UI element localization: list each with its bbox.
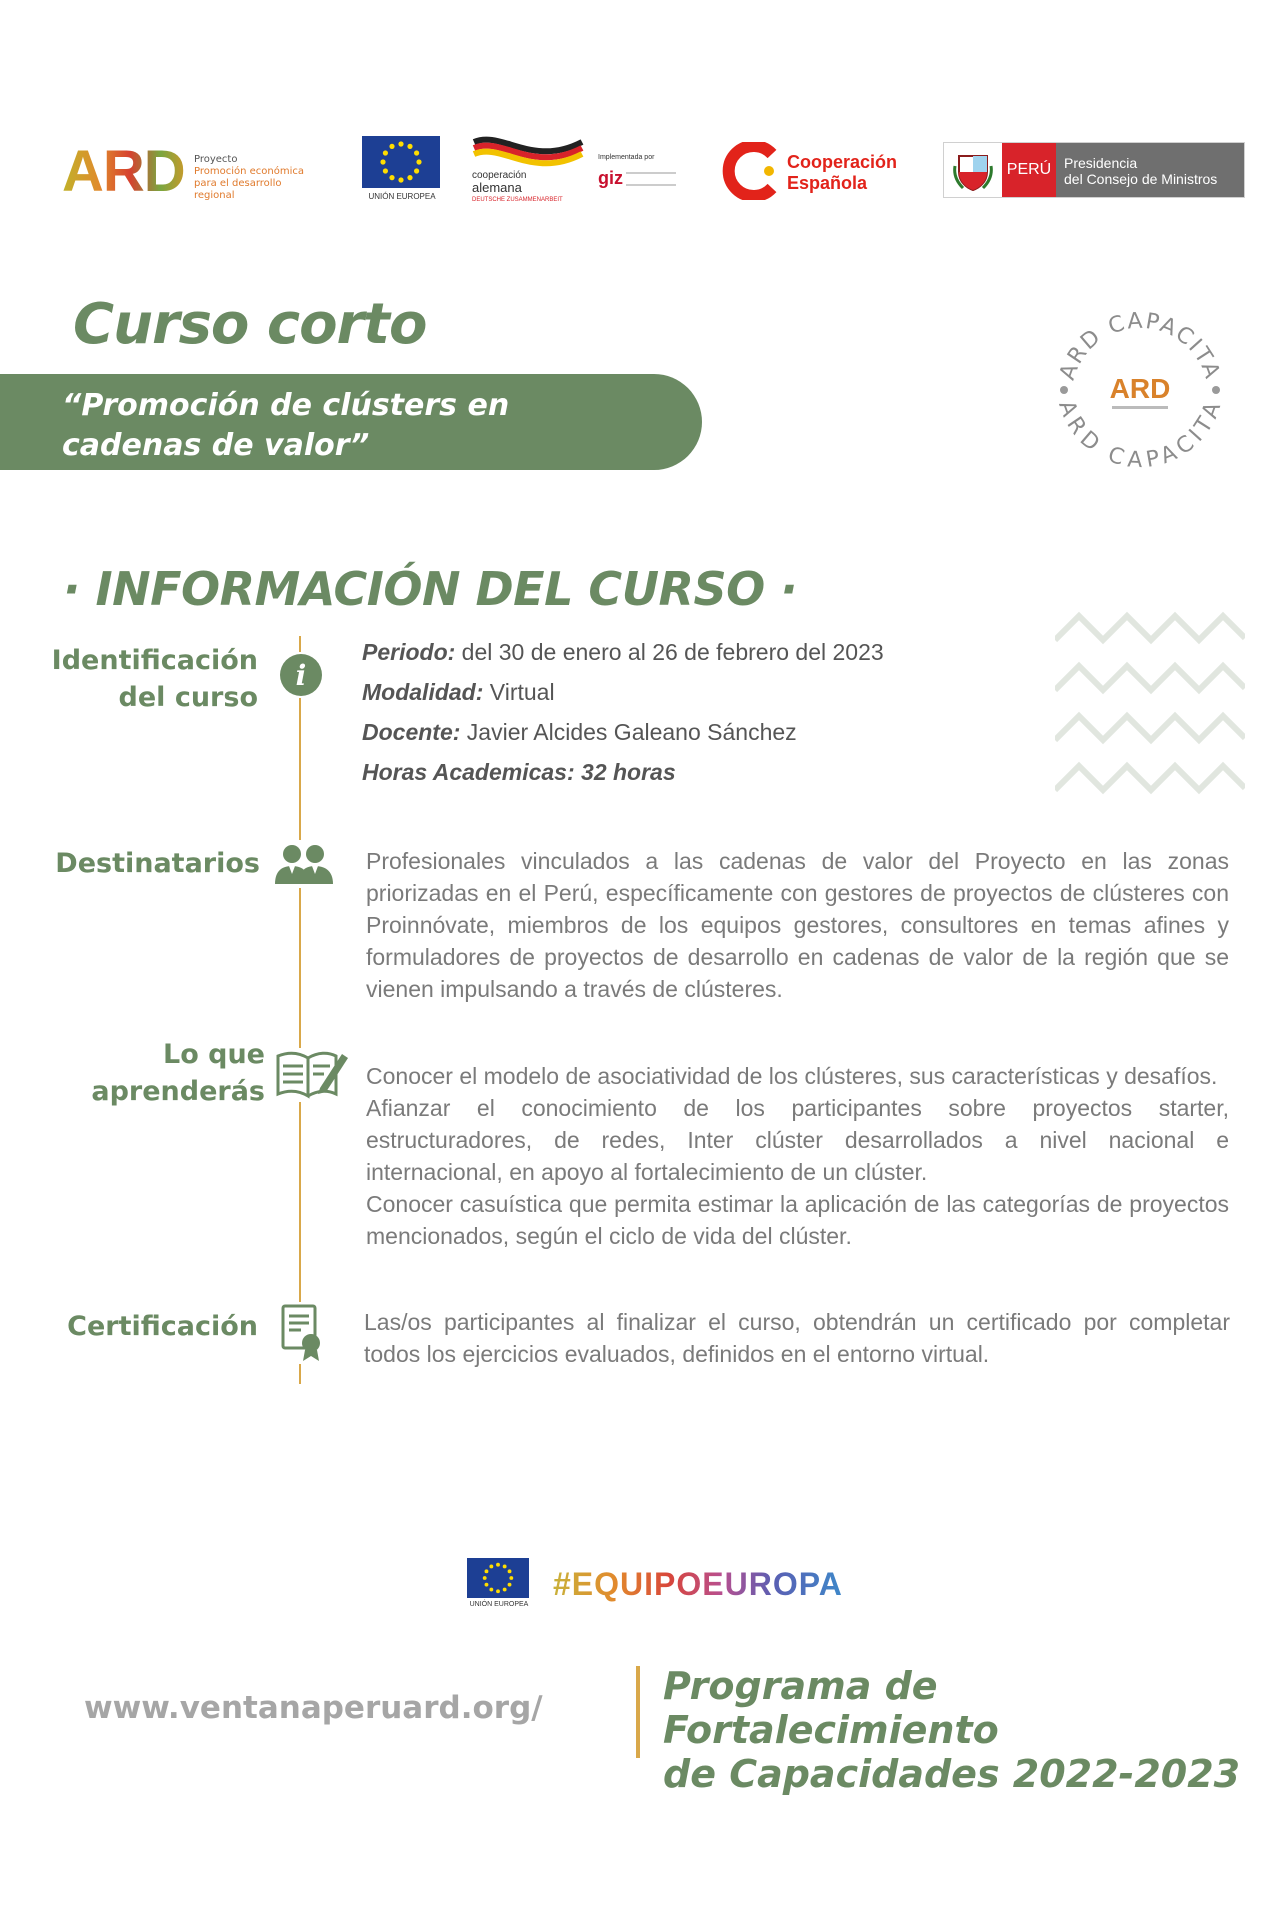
periodo-row: Periodo: del 30 de enero al 26 de febrero del 2023 — [362, 639, 884, 665]
coop-es-line2: Española — [787, 173, 868, 193]
peru-line1: Presidencia — [1064, 155, 1138, 171]
destinatarios-text: Profesionales vinculados a las cadenas de valor del Proyecto en las zonas priorizadas en el Perú, específicamente con gestores de proyectos de clústeres con Proinnóvate, miembros de los equipos gestores, consultores en temas afines y formuladores de proyectos de desarrollo en cadenas de valor de la región que se vienen impulsando a través de clústeres. — [366, 848, 1229, 1002]
coop-es-line1: Cooperación — [787, 152, 898, 172]
peru-pcm-logo — [943, 142, 1245, 198]
label-certificacion: Certificación — [67, 1311, 258, 1342]
website-url[interactable]: www.ventanaperuard.org/ — [84, 1690, 543, 1726]
course-name-line2: cadenas de valor” — [62, 428, 370, 463]
open-book-pencil-icon — [274, 1048, 350, 1102]
docente-row: Docente: Javier Alcides Galeano Sánchez — [362, 719, 797, 745]
zigzag-decoration-icon — [1055, 600, 1245, 800]
aprenderas-p3: Conocer casuística que permita estimar la aplicación de las categorías de proyectos mencionados, según el ciclo de vida del clúster. — [366, 1191, 1229, 1249]
aprenderas-p1: Conocer el modelo de asociatividad de los clústeres, sus características y desafíos. — [366, 1063, 1218, 1089]
ard-logo-subtitle: Proyecto Promoción económica para el desarrollo regional — [194, 154, 305, 201]
footer-divider — [636, 1666, 640, 1758]
badge-dot-left — [1060, 386, 1068, 394]
label-destinatarios: Destinatarios — [55, 848, 260, 879]
badge-brand: ARD — [1109, 373, 1171, 404]
hashtag-equipoeuropa: #EQUIPOEUROPA — [553, 1566, 843, 1602]
certificacion-text: Las/os participantes al finalizar el curso, obtendrán un certificado por completar todos los ejercicios evaluados, definidos en el entorno virtual. — [364, 1309, 1230, 1367]
footer-eu-caption: UNIÓN EUROPEA — [469, 1601, 529, 1608]
footer-eu-logo — [467, 1558, 531, 1616]
badge-ring-top: ARD CAPACITA — [1055, 308, 1225, 384]
aprenderas-p2: Afianzar el conocimiento de los participantes sobre proyectos starter, estructuradores, de redes, Inter clúster desarrollados a nivel nacional e internacional, en apoyo al fortalecimiento de un clúster. — [366, 1095, 1229, 1185]
course-details — [362, 632, 884, 792]
peru-line2: del Consejo de Ministros — [1064, 171, 1218, 187]
badge-ring-bottom: ARD CAPACITA — [1053, 397, 1227, 474]
footer-eu-flag-icon — [467, 1558, 529, 1598]
info-icon — [278, 652, 324, 698]
eu-flag-icon — [362, 136, 440, 188]
modalidad-row: Modalidad: Virtual — [362, 679, 555, 705]
cooperacion-alemana-logo — [472, 134, 682, 204]
german-flag-swoosh-icon — [472, 134, 587, 174]
coop-al-line2: alemana — [472, 180, 522, 195]
giz-logo: giz — [598, 168, 623, 188]
coop-al-line1: cooperación — [472, 170, 527, 181]
badge-dot-right — [1212, 386, 1220, 394]
certificate-icon — [278, 1302, 326, 1364]
ard-capacita-badge — [1050, 300, 1230, 480]
peru-coat-of-arms-icon — [944, 143, 1002, 197]
giz-impl: Implementada por — [598, 154, 655, 161]
people-icon — [272, 840, 336, 888]
course-name-banner — [0, 374, 702, 470]
giz-fineprint-icon — [626, 172, 676, 186]
cooperacion-espanola-c-icon — [722, 142, 780, 200]
eu-caption: UNIÓN EUROPEA — [368, 192, 436, 201]
label-aprenderas: Lo que aprenderás — [91, 1039, 265, 1107]
aprenderas-text — [366, 1060, 1229, 1252]
coop-al-line3: DEUTSCHE ZUSAMMENARBEIT — [472, 197, 563, 203]
timeline-line — [299, 636, 301, 1384]
cooperacion-espanola-logo — [722, 142, 902, 202]
horas-row: Horas Academicas: 32 horas — [362, 759, 676, 785]
peru-label: PERÚ — [1002, 143, 1056, 197]
page-title: Curso corto — [73, 292, 427, 357]
course-name-line1: “Promoción de clústers en — [62, 388, 510, 423]
ard-logo-wordmark: ARD — [62, 139, 185, 204]
label-identificacion: Identificación del curso — [51, 645, 258, 713]
section-heading: · INFORMACIÓN DEL CURSO · — [63, 562, 798, 616]
program-title: Programa de Fortalecimiento de Capacidades 2022-2023 — [663, 1664, 1241, 1796]
badge-fineprint-icon — [1112, 406, 1168, 409]
svg-text:i: i — [295, 659, 307, 692]
ard-project-logo — [62, 139, 322, 204]
eu-logo — [362, 136, 442, 206]
